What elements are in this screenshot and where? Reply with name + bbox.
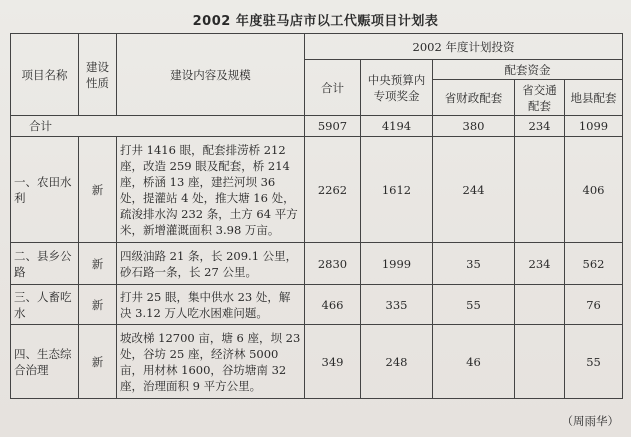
investment-plan-table — [10, 33, 623, 399]
table-title: 2002 年度驻马店市以工代赈项目计划表 — [192, 14, 439, 29]
totals-provincial: 380 — [433, 116, 515, 137]
totals-label: 合计 — [11, 116, 305, 137]
totals-central: 4194 — [361, 116, 433, 137]
row-total: 2830 — [305, 243, 361, 285]
totals-local: 1099 — [565, 116, 623, 137]
row-transport — [515, 137, 565, 243]
row-provincial: 46 — [433, 325, 515, 399]
row-name: 四、生态综合治理 — [11, 325, 79, 399]
row-central: 335 — [361, 285, 433, 325]
table-row — [11, 243, 623, 285]
header-nature: 建设性质 — [79, 34, 117, 116]
row-content: 打井 1416 眼，配套排涝桥 212 座，改造 259 眼及配套，桥 214 座，桥涵 13 座，建拦河坝 36 处，提灌站 4 处，推大塘 16 处，疏浚排水沟 232 条，土方 64 平方米，新增灌溉面积 3.98 万亩。 — [117, 137, 305, 243]
row-central: 1999 — [361, 243, 433, 285]
header-provincial: 省财政配套 — [433, 80, 515, 116]
row-nature: 新 — [79, 285, 117, 325]
author-credit: （周雨华） — [561, 414, 619, 428]
row-nature: 新 — [79, 137, 117, 243]
row-nature: 新 — [79, 243, 117, 285]
row-central: 248 — [361, 325, 433, 399]
row-name: 二、县乡公路 — [11, 243, 79, 285]
row-content: 打井 25 眼，集中供水 23 处，解决 3.12 万人吃水困难问题。 — [117, 285, 305, 325]
header-total: 合计 — [305, 60, 361, 116]
table-row — [11, 325, 623, 399]
header-matching: 配套资金 — [433, 60, 623, 80]
row-local: 562 — [565, 243, 623, 285]
row-central: 1612 — [361, 137, 433, 243]
row-total: 349 — [305, 325, 361, 399]
table-row — [11, 285, 623, 325]
table-row — [11, 137, 623, 243]
header-transport: 省交通配套 — [515, 80, 565, 116]
row-local: 76 — [565, 285, 623, 325]
row-total: 2262 — [305, 137, 361, 243]
row-provincial: 55 — [433, 285, 515, 325]
row-total: 466 — [305, 285, 361, 325]
row-content: 坡改梯 12700 亩，塘 6 座，坝 23 处，谷坊 25 座，经济林 5000 亩，用材林 1600，谷坊塘南 32 座，治理面积 9 平方公里。 — [117, 325, 305, 399]
row-name: 一、农田水利 — [11, 137, 79, 243]
totals-row — [11, 116, 623, 137]
row-transport — [515, 325, 565, 399]
header-local: 地县配套 — [565, 80, 623, 116]
row-nature: 新 — [79, 325, 117, 399]
row-name: 三、人畜吃水 — [11, 285, 79, 325]
row-transport — [515, 285, 565, 325]
header-project-name: 项目名称 — [11, 34, 79, 116]
row-provincial: 244 — [433, 137, 515, 243]
totals-transport: 234 — [515, 116, 565, 137]
header-planned-investment: 2002 年度计划投资 — [305, 34, 623, 60]
row-content: 四级油路 21 条，长 209.1 公里，砂石路一条，长 27 公里。 — [117, 243, 305, 285]
header-content: 建设内容及规模 — [117, 34, 305, 116]
header-central: 中央预算内专项奖金 — [361, 60, 433, 116]
row-local: 406 — [565, 137, 623, 243]
row-provincial: 35 — [433, 243, 515, 285]
row-transport: 234 — [515, 243, 565, 285]
totals-total: 5907 — [305, 116, 361, 137]
row-local: 55 — [565, 325, 623, 399]
